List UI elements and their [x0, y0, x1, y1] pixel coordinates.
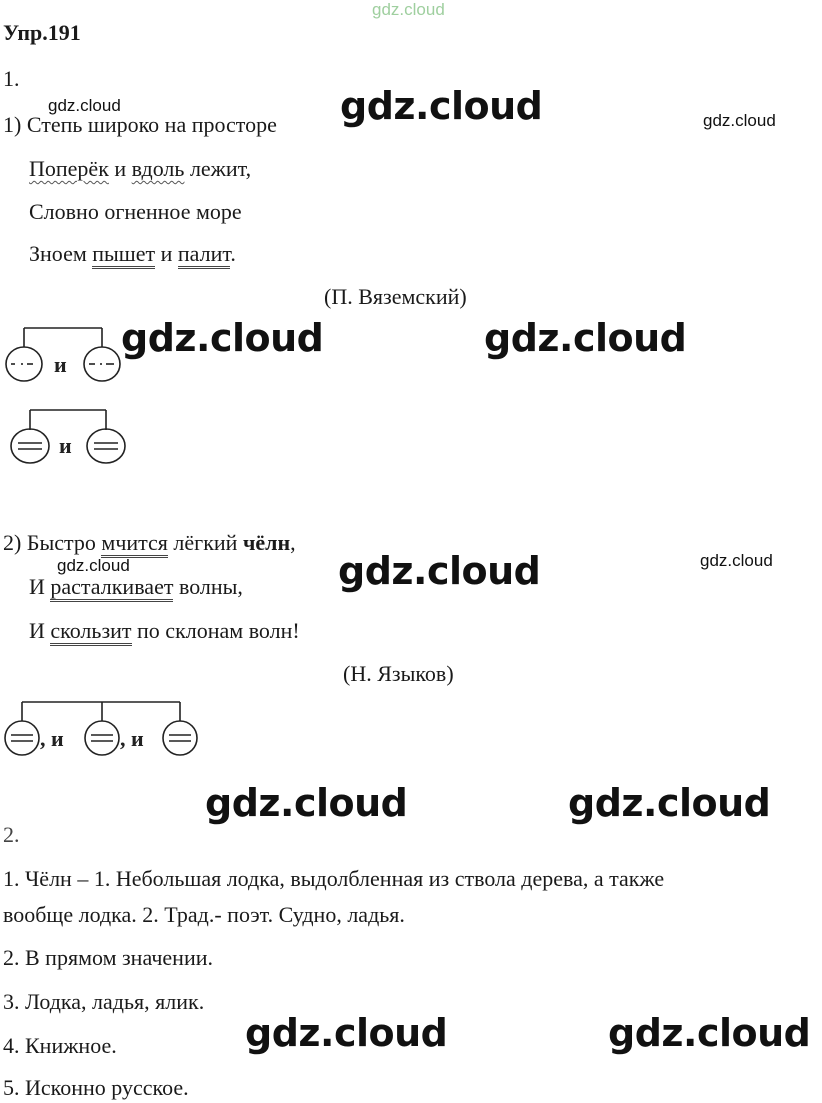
watermark-small: gdz.cloud	[703, 111, 776, 130]
poem-text: 2) Быстро	[3, 530, 102, 555]
part-number: 1.	[3, 66, 20, 91]
predicate-word: палит	[178, 241, 230, 269]
scheme-conjunction: и	[54, 352, 67, 377]
answer-line: 1. Чёлн – 1. Небольшая лодка, выдолбленная из ствола дерева, а также	[3, 866, 665, 891]
sentence-scheme-three-predicates	[0, 694, 220, 764]
poem-text: Степь широко на просторе	[26, 112, 277, 137]
adverbial-word: Поперёк	[29, 156, 109, 181]
poem-author: (Н. Языков)	[343, 661, 454, 686]
watermark-big: gdz.cloud	[608, 1011, 811, 1055]
poem-text: .	[230, 241, 236, 266]
poem-text: волны,	[173, 574, 243, 599]
watermark-big: gdz.cloud	[245, 1011, 448, 1055]
poem-text: и	[155, 241, 178, 266]
part-number: 2.	[3, 822, 20, 847]
watermark-big: gdz.cloud	[484, 316, 687, 360]
poem-text: лёгкий	[167, 530, 243, 555]
sentence-scheme-adverbials	[0, 320, 130, 390]
scheme-conjunction: и	[59, 433, 72, 458]
answer-line: вообще лодка. 2. Трад.- поэт. Судно, ладья.	[3, 902, 405, 927]
predicate-word: пышет	[92, 241, 155, 269]
subject-word: чёлн	[242, 530, 291, 555]
poem-author: (П. Вяземский)	[324, 284, 467, 309]
watermark-small: gdz.cloud	[700, 551, 773, 570]
watermark-big: gdz.cloud	[340, 84, 543, 128]
poem-text: ,	[290, 530, 296, 555]
watermark-big: gdz.cloud	[338, 549, 541, 593]
exercise-heading: Упр.191	[3, 20, 81, 45]
poem-text: Зноем	[29, 241, 93, 266]
poem-prefix: 1)	[3, 112, 22, 137]
poem-line	[29, 241, 236, 267]
scheme-conjunction: , и	[40, 726, 64, 751]
watermark-small: gdz.cloud	[57, 556, 130, 575]
poem-text: и	[108, 156, 132, 181]
poem-line	[3, 530, 296, 556]
watermark-big: gdz.cloud	[121, 316, 324, 360]
watermark-top: gdz.cloud	[372, 0, 445, 19]
answer-line: 5. Исконно русское.	[3, 1075, 189, 1100]
scheme-conjunction: , и	[120, 726, 144, 751]
poem-text: лежит,	[184, 156, 252, 181]
answer-line: 4. Книжное.	[3, 1033, 117, 1058]
poem-line	[29, 574, 243, 600]
poem-text: И	[29, 618, 51, 643]
poem-text: И	[29, 574, 51, 599]
watermark-small: gdz.cloud	[48, 96, 121, 115]
answer-line: 3. Лодка, ладья, ялик.	[3, 989, 205, 1014]
poem-line	[29, 618, 300, 644]
poem-line	[29, 156, 251, 182]
predicate-word: скользит	[50, 618, 131, 646]
predicate-word: расталкивает	[50, 574, 173, 602]
poem-text: по склонам волн!	[131, 618, 300, 643]
poem-line: Словно огненное море	[29, 199, 242, 224]
watermark-big: gdz.cloud	[205, 781, 408, 825]
predicate-word: мчится	[101, 530, 168, 558]
answer-line: 2. В прямом значении.	[3, 945, 213, 970]
sentence-scheme-predicates	[0, 402, 140, 472]
adverbial-word: вдоль	[131, 156, 185, 181]
watermark-big: gdz.cloud	[568, 781, 771, 825]
poem-line	[3, 112, 277, 138]
